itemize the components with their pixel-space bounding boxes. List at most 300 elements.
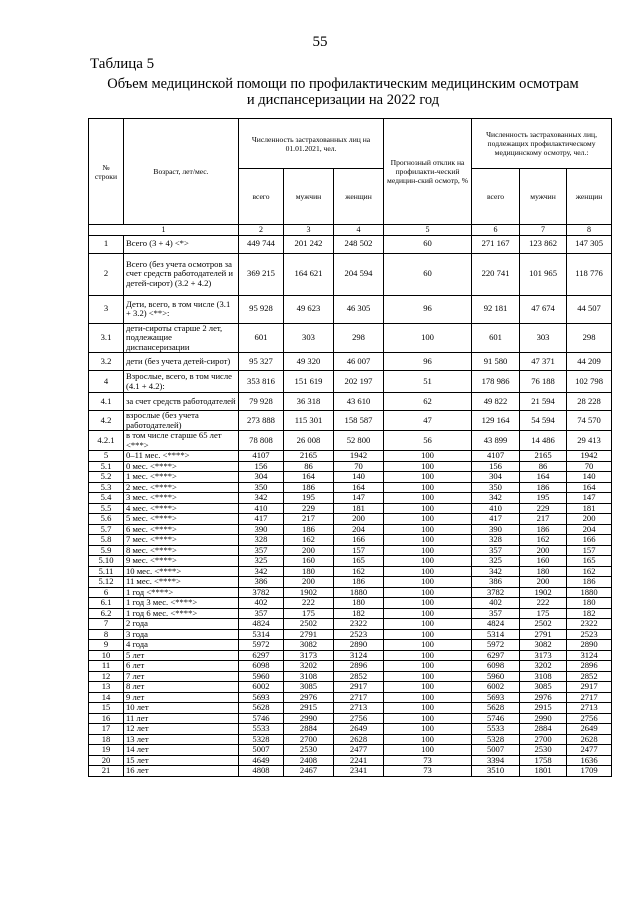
cell-men: 2700 bbox=[284, 734, 334, 745]
cell-pct: 100 bbox=[384, 640, 472, 651]
cell-men: 49 623 bbox=[284, 295, 334, 323]
cell-total: 342 bbox=[239, 566, 284, 577]
header-subject-group: Численность застрахованных лиц, подлежащих профилактическому медицинскому осмотру, чел.: bbox=[472, 119, 612, 169]
cell-women: 180 bbox=[334, 598, 384, 609]
cell-total: 357 bbox=[239, 545, 284, 556]
cell-t2: 43 899 bbox=[472, 431, 520, 451]
cell-label: 11 лет bbox=[124, 713, 239, 724]
cell-men: 2502 bbox=[284, 619, 334, 630]
column-number: 7 bbox=[520, 225, 567, 236]
page-number: 55 bbox=[312, 34, 328, 50]
cell-pct: 100 bbox=[384, 472, 472, 483]
cell-t2: 402 bbox=[472, 598, 520, 609]
table-row bbox=[89, 535, 612, 546]
header-men: мужчин bbox=[284, 169, 334, 225]
cell-women: 182 bbox=[334, 608, 384, 619]
cell-m2: 2502 bbox=[520, 619, 567, 630]
cell-m2: 2165 bbox=[520, 451, 567, 462]
cell-men: 200 bbox=[284, 577, 334, 588]
cell-m2: 186 bbox=[520, 524, 567, 535]
table-title bbox=[88, 76, 598, 108]
header-total: всего bbox=[239, 169, 284, 225]
cell-w2: 44 209 bbox=[567, 353, 612, 371]
cell-men: 3173 bbox=[284, 650, 334, 661]
cell-label: 1 год <****> bbox=[124, 587, 239, 598]
cell-label: 9 лет bbox=[124, 692, 239, 703]
cell-men: 36 318 bbox=[284, 393, 334, 411]
cell-label: взрослые (без учета работодателей) bbox=[124, 411, 239, 431]
cell-total: 342 bbox=[239, 493, 284, 504]
table-row bbox=[89, 724, 612, 735]
header-women: женщин bbox=[334, 169, 384, 225]
cell-women: 2241 bbox=[334, 755, 384, 766]
cell-m2: 2530 bbox=[520, 745, 567, 756]
cell-w2: 2628 bbox=[567, 734, 612, 745]
cell-m2: 3082 bbox=[520, 640, 567, 651]
cell-total: 4107 bbox=[239, 451, 284, 462]
cell-no: 21 bbox=[89, 766, 124, 777]
cell-no: 3.1 bbox=[89, 323, 124, 353]
table-row bbox=[89, 235, 612, 253]
cell-women: 248 502 bbox=[334, 235, 384, 253]
cell-w2: 1880 bbox=[567, 587, 612, 598]
cell-women: 166 bbox=[334, 535, 384, 546]
cell-w2: 165 bbox=[567, 556, 612, 567]
cell-label: 1 год 3 мес. <****> bbox=[124, 598, 239, 609]
cell-no: 5.12 bbox=[89, 577, 124, 588]
cell-men: 200 bbox=[284, 545, 334, 556]
cell-label: 4 мес. <****> bbox=[124, 503, 239, 514]
cell-m2: 123 862 bbox=[520, 235, 567, 253]
cell-w2: 2896 bbox=[567, 661, 612, 672]
cell-t2: 5972 bbox=[472, 640, 520, 651]
cell-m2: 2700 bbox=[520, 734, 567, 745]
table-row bbox=[89, 682, 612, 693]
cell-women: 2477 bbox=[334, 745, 384, 756]
cell-men: 162 bbox=[284, 535, 334, 546]
cell-pct: 100 bbox=[384, 629, 472, 640]
cell-t2: 271 167 bbox=[472, 235, 520, 253]
cell-total: 449 744 bbox=[239, 235, 284, 253]
cell-m2: 101 965 bbox=[520, 253, 567, 295]
cell-pct: 100 bbox=[384, 587, 472, 598]
cell-w2: 29 413 bbox=[567, 431, 612, 451]
cell-pct: 100 bbox=[384, 703, 472, 714]
cell-pct: 73 bbox=[384, 755, 472, 766]
table-row bbox=[89, 566, 612, 577]
cell-label: 11 мес. <****> bbox=[124, 577, 239, 588]
cell-total: 304 bbox=[239, 472, 284, 483]
cell-total: 5314 bbox=[239, 629, 284, 640]
cell-label: дети-сироты старше 2 лет, подлежащие диспансеризации bbox=[124, 323, 239, 353]
cell-women: 181 bbox=[334, 503, 384, 514]
cell-men: 195 bbox=[284, 493, 334, 504]
cell-women: 70 bbox=[334, 461, 384, 472]
cell-total: 5972 bbox=[239, 640, 284, 651]
cell-no: 5.6 bbox=[89, 514, 124, 525]
volume-table bbox=[88, 118, 612, 777]
cell-m2: 54 594 bbox=[520, 411, 567, 431]
cell-no: 6 bbox=[89, 587, 124, 598]
cell-t2: 156 bbox=[472, 461, 520, 472]
cell-label: дети (без учета детей-сирот) bbox=[124, 353, 239, 371]
cell-label: 7 мес. <****> bbox=[124, 535, 239, 546]
cell-women: 2756 bbox=[334, 713, 384, 724]
table-row bbox=[89, 393, 612, 411]
cell-pct: 100 bbox=[384, 724, 472, 735]
cell-m2: 186 bbox=[520, 482, 567, 493]
cell-pct: 100 bbox=[384, 503, 472, 514]
column-number: 6 bbox=[472, 225, 520, 236]
cell-w2: 2322 bbox=[567, 619, 612, 630]
cell-men: 229 bbox=[284, 503, 334, 514]
cell-m2: 3202 bbox=[520, 661, 567, 672]
cell-w2: 2852 bbox=[567, 671, 612, 682]
cell-m2: 175 bbox=[520, 608, 567, 619]
header-women-subject: женщин bbox=[567, 169, 612, 225]
cell-men: 49 320 bbox=[284, 353, 334, 371]
cell-pct: 100 bbox=[384, 682, 472, 693]
cell-t2: 3394 bbox=[472, 755, 520, 766]
cell-total: 601 bbox=[239, 323, 284, 353]
cell-t2: 342 bbox=[472, 493, 520, 504]
cell-total: 78 808 bbox=[239, 431, 284, 451]
cell-men: 2530 bbox=[284, 745, 334, 756]
cell-w2: 182 bbox=[567, 608, 612, 619]
cell-label: 9 мес. <****> bbox=[124, 556, 239, 567]
cell-w2: 2523 bbox=[567, 629, 612, 640]
cell-label: Дети, всего, в том числе (3.1 + 3.2) <**>: bbox=[124, 295, 239, 323]
cell-t2: 342 bbox=[472, 566, 520, 577]
cell-pct: 100 bbox=[384, 619, 472, 630]
cell-pct: 73 bbox=[384, 766, 472, 777]
cell-women: 204 594 bbox=[334, 253, 384, 295]
cell-women: 157 bbox=[334, 545, 384, 556]
cell-no: 5 bbox=[89, 451, 124, 462]
cell-total: 390 bbox=[239, 524, 284, 535]
header-insured-group: Численность застрахованных лиц на 01.01.2021, чел. bbox=[239, 119, 384, 169]
cell-no: 4 bbox=[89, 371, 124, 393]
cell-pct: 56 bbox=[384, 431, 472, 451]
cell-total: 5007 bbox=[239, 745, 284, 756]
cell-w2: 200 bbox=[567, 514, 612, 525]
cell-m2: 2915 bbox=[520, 703, 567, 714]
cell-men: 3108 bbox=[284, 671, 334, 682]
cell-t2: 5960 bbox=[472, 671, 520, 682]
cell-label: 7 лет bbox=[124, 671, 239, 682]
cell-men: 180 bbox=[284, 566, 334, 577]
cell-t2: 390 bbox=[472, 524, 520, 535]
cell-total: 273 888 bbox=[239, 411, 284, 431]
cell-total: 402 bbox=[239, 598, 284, 609]
table-row bbox=[89, 556, 612, 567]
cell-t2: 417 bbox=[472, 514, 520, 525]
cell-t2: 357 bbox=[472, 608, 520, 619]
cell-total: 95 928 bbox=[239, 295, 284, 323]
cell-women: 165 bbox=[334, 556, 384, 567]
cell-total: 156 bbox=[239, 461, 284, 472]
cell-men: 164 621 bbox=[284, 253, 334, 295]
cell-men: 2467 bbox=[284, 766, 334, 777]
table-row bbox=[89, 608, 612, 619]
cell-total: 5960 bbox=[239, 671, 284, 682]
cell-label: Всего (3 + 4) <*> bbox=[124, 235, 239, 253]
table-row bbox=[89, 451, 612, 462]
cell-no: 16 bbox=[89, 713, 124, 724]
cell-t2: 220 741 bbox=[472, 253, 520, 295]
cell-w2: 204 bbox=[567, 524, 612, 535]
cell-total: 4824 bbox=[239, 619, 284, 630]
table-row bbox=[89, 371, 612, 393]
cell-label: 8 мес. <****> bbox=[124, 545, 239, 556]
cell-t2: 386 bbox=[472, 577, 520, 588]
cell-total: 417 bbox=[239, 514, 284, 525]
cell-t2: 5628 bbox=[472, 703, 520, 714]
cell-w2: 44 507 bbox=[567, 295, 612, 323]
table-row bbox=[89, 661, 612, 672]
cell-total: 95 327 bbox=[239, 353, 284, 371]
cell-w2: 2713 bbox=[567, 703, 612, 714]
cell-label: 5 лет bbox=[124, 650, 239, 661]
table-row bbox=[89, 514, 612, 525]
cell-men: 160 bbox=[284, 556, 334, 567]
cell-t2: 3510 bbox=[472, 766, 520, 777]
cell-pct: 100 bbox=[384, 692, 472, 703]
header-total-subject: всего bbox=[472, 169, 520, 225]
table-row bbox=[89, 461, 612, 472]
cell-pct: 100 bbox=[384, 566, 472, 577]
cell-t2: 4107 bbox=[472, 451, 520, 462]
cell-pct: 100 bbox=[384, 524, 472, 535]
cell-t2: 410 bbox=[472, 503, 520, 514]
cell-w2: 298 bbox=[567, 323, 612, 353]
cell-women: 1942 bbox=[334, 451, 384, 462]
cell-total: 5328 bbox=[239, 734, 284, 745]
cell-pct: 100 bbox=[384, 323, 472, 353]
cell-label: 2 года bbox=[124, 619, 239, 630]
cell-pct: 100 bbox=[384, 461, 472, 472]
cell-total: 5628 bbox=[239, 703, 284, 714]
cell-total: 5533 bbox=[239, 724, 284, 735]
cell-total: 6002 bbox=[239, 682, 284, 693]
cell-t2: 350 bbox=[472, 482, 520, 493]
cell-total: 5746 bbox=[239, 713, 284, 724]
cell-pct: 47 bbox=[384, 411, 472, 431]
cell-label: 15 лет bbox=[124, 755, 239, 766]
cell-w2: 2717 bbox=[567, 692, 612, 703]
table-row bbox=[89, 545, 612, 556]
cell-no: 9 bbox=[89, 640, 124, 651]
cell-no: 3 bbox=[89, 295, 124, 323]
cell-total: 328 bbox=[239, 535, 284, 546]
cell-t2: 6002 bbox=[472, 682, 520, 693]
column-number: 1 bbox=[89, 225, 239, 236]
cell-total: 410 bbox=[239, 503, 284, 514]
cell-women: 2628 bbox=[334, 734, 384, 745]
cell-t2: 5533 bbox=[472, 724, 520, 735]
cell-women: 158 587 bbox=[334, 411, 384, 431]
cell-pct: 100 bbox=[384, 745, 472, 756]
cell-no: 20 bbox=[89, 755, 124, 766]
cell-women: 2322 bbox=[334, 619, 384, 630]
cell-men: 3202 bbox=[284, 661, 334, 672]
cell-w2: 1709 bbox=[567, 766, 612, 777]
cell-pct: 100 bbox=[384, 451, 472, 462]
cell-pct: 100 bbox=[384, 556, 472, 567]
cell-no: 13 bbox=[89, 682, 124, 693]
cell-label: 1 год 6 мес. <****> bbox=[124, 608, 239, 619]
cell-label: 3 года bbox=[124, 629, 239, 640]
cell-m2: 21 594 bbox=[520, 393, 567, 411]
cell-label: 12 лет bbox=[124, 724, 239, 735]
cell-men: 2976 bbox=[284, 692, 334, 703]
table-row bbox=[89, 745, 612, 756]
cell-w2: 2477 bbox=[567, 745, 612, 756]
cell-no: 5.11 bbox=[89, 566, 124, 577]
cell-no: 5.7 bbox=[89, 524, 124, 535]
cell-w2: 102 798 bbox=[567, 371, 612, 393]
cell-no: 10 bbox=[89, 650, 124, 661]
cell-t2: 4824 bbox=[472, 619, 520, 630]
cell-total: 386 bbox=[239, 577, 284, 588]
cell-w2: 2649 bbox=[567, 724, 612, 735]
cell-m2: 229 bbox=[520, 503, 567, 514]
table-row bbox=[89, 587, 612, 598]
cell-t2: 129 164 bbox=[472, 411, 520, 431]
column-number: 8 bbox=[567, 225, 612, 236]
table-row bbox=[89, 411, 612, 431]
table-row bbox=[89, 629, 612, 640]
cell-no: 5.2 bbox=[89, 472, 124, 483]
cell-m2: 76 188 bbox=[520, 371, 567, 393]
cell-women: 200 bbox=[334, 514, 384, 525]
cell-no: 5.5 bbox=[89, 503, 124, 514]
cell-pct: 100 bbox=[384, 734, 472, 745]
table-row bbox=[89, 482, 612, 493]
cell-women: 164 bbox=[334, 482, 384, 493]
cell-men: 1902 bbox=[284, 587, 334, 598]
cell-total: 4808 bbox=[239, 766, 284, 777]
cell-t2: 5746 bbox=[472, 713, 520, 724]
cell-label: в том числе старше 65 лет <***> bbox=[124, 431, 239, 451]
title-line-2: и диспансеризации на 2022 год bbox=[246, 92, 440, 108]
cell-total: 6098 bbox=[239, 661, 284, 672]
cell-total: 325 bbox=[239, 556, 284, 567]
cell-t2: 5314 bbox=[472, 629, 520, 640]
cell-women: 1880 bbox=[334, 587, 384, 598]
table-label: Таблица 5 bbox=[90, 56, 155, 72]
column-number: 4 bbox=[334, 225, 384, 236]
cell-women: 46 007 bbox=[334, 353, 384, 371]
cell-w2: 1636 bbox=[567, 755, 612, 766]
table-row bbox=[89, 353, 612, 371]
column-number: 3 bbox=[284, 225, 334, 236]
cell-pct: 100 bbox=[384, 535, 472, 546]
cell-pct: 100 bbox=[384, 545, 472, 556]
cell-pct: 100 bbox=[384, 598, 472, 609]
cell-w2: 147 bbox=[567, 493, 612, 504]
cell-men: 303 bbox=[284, 323, 334, 353]
cell-men: 3082 bbox=[284, 640, 334, 651]
cell-no: 5.1 bbox=[89, 461, 124, 472]
cell-women: 186 bbox=[334, 577, 384, 588]
table-row bbox=[89, 766, 612, 777]
cell-women: 2890 bbox=[334, 640, 384, 651]
table-row bbox=[89, 755, 612, 766]
cell-women: 2717 bbox=[334, 692, 384, 703]
table-row bbox=[89, 692, 612, 703]
table-row bbox=[89, 472, 612, 483]
cell-w2: 70 bbox=[567, 461, 612, 472]
cell-no: 11 bbox=[89, 661, 124, 672]
cell-men: 175 bbox=[284, 608, 334, 619]
cell-w2: 74 570 bbox=[567, 411, 612, 431]
cell-men: 164 bbox=[284, 472, 334, 483]
cell-label: 13 лет bbox=[124, 734, 239, 745]
cell-men: 2990 bbox=[284, 713, 334, 724]
table-row bbox=[89, 524, 612, 535]
column-number: 5 bbox=[384, 225, 472, 236]
cell-total: 3782 bbox=[239, 587, 284, 598]
cell-women: 2341 bbox=[334, 766, 384, 777]
cell-t2: 5007 bbox=[472, 745, 520, 756]
cell-w2: 2756 bbox=[567, 713, 612, 724]
cell-women: 204 bbox=[334, 524, 384, 535]
cell-no: 4.2 bbox=[89, 411, 124, 431]
cell-no: 5.3 bbox=[89, 482, 124, 493]
cell-m2: 195 bbox=[520, 493, 567, 504]
cell-men: 3085 bbox=[284, 682, 334, 693]
cell-m2: 47 371 bbox=[520, 353, 567, 371]
cell-m2: 200 bbox=[520, 545, 567, 556]
table-row bbox=[89, 650, 612, 661]
cell-pct: 100 bbox=[384, 482, 472, 493]
cell-label: Всего (без учета осмотров за счет средств работодателей и детей-сирот) (3.2 + 4.2) bbox=[124, 253, 239, 295]
cell-men: 2165 bbox=[284, 451, 334, 462]
cell-pct: 100 bbox=[384, 671, 472, 682]
cell-t2: 328 bbox=[472, 535, 520, 546]
cell-t2: 5328 bbox=[472, 734, 520, 745]
header-age: Возраст, лет/мес. bbox=[124, 119, 239, 225]
cell-pct: 62 bbox=[384, 393, 472, 411]
cell-label: 3 мес. <****> bbox=[124, 493, 239, 504]
cell-pct: 96 bbox=[384, 295, 472, 323]
cell-women: 147 bbox=[334, 493, 384, 504]
cell-m2: 2976 bbox=[520, 692, 567, 703]
cell-men: 2915 bbox=[284, 703, 334, 714]
cell-m2: 2791 bbox=[520, 629, 567, 640]
cell-label: 10 лет bbox=[124, 703, 239, 714]
cell-label: 6 лет bbox=[124, 661, 239, 672]
cell-t2: 357 bbox=[472, 545, 520, 556]
cell-no: 2 bbox=[89, 253, 124, 295]
cell-women: 2896 bbox=[334, 661, 384, 672]
header-men-subject: мужчин bbox=[520, 169, 567, 225]
cell-label: 4 года bbox=[124, 640, 239, 651]
cell-m2: 47 674 bbox=[520, 295, 567, 323]
cell-women: 43 610 bbox=[334, 393, 384, 411]
cell-t2: 3782 bbox=[472, 587, 520, 598]
cell-no: 14 bbox=[89, 692, 124, 703]
cell-pct: 100 bbox=[384, 650, 472, 661]
cell-men: 2791 bbox=[284, 629, 334, 640]
cell-total: 79 928 bbox=[239, 393, 284, 411]
cell-t2: 6098 bbox=[472, 661, 520, 672]
cell-pct: 100 bbox=[384, 514, 472, 525]
table-row bbox=[89, 503, 612, 514]
cell-label: 6 мес. <****> bbox=[124, 524, 239, 535]
cell-men: 115 301 bbox=[284, 411, 334, 431]
